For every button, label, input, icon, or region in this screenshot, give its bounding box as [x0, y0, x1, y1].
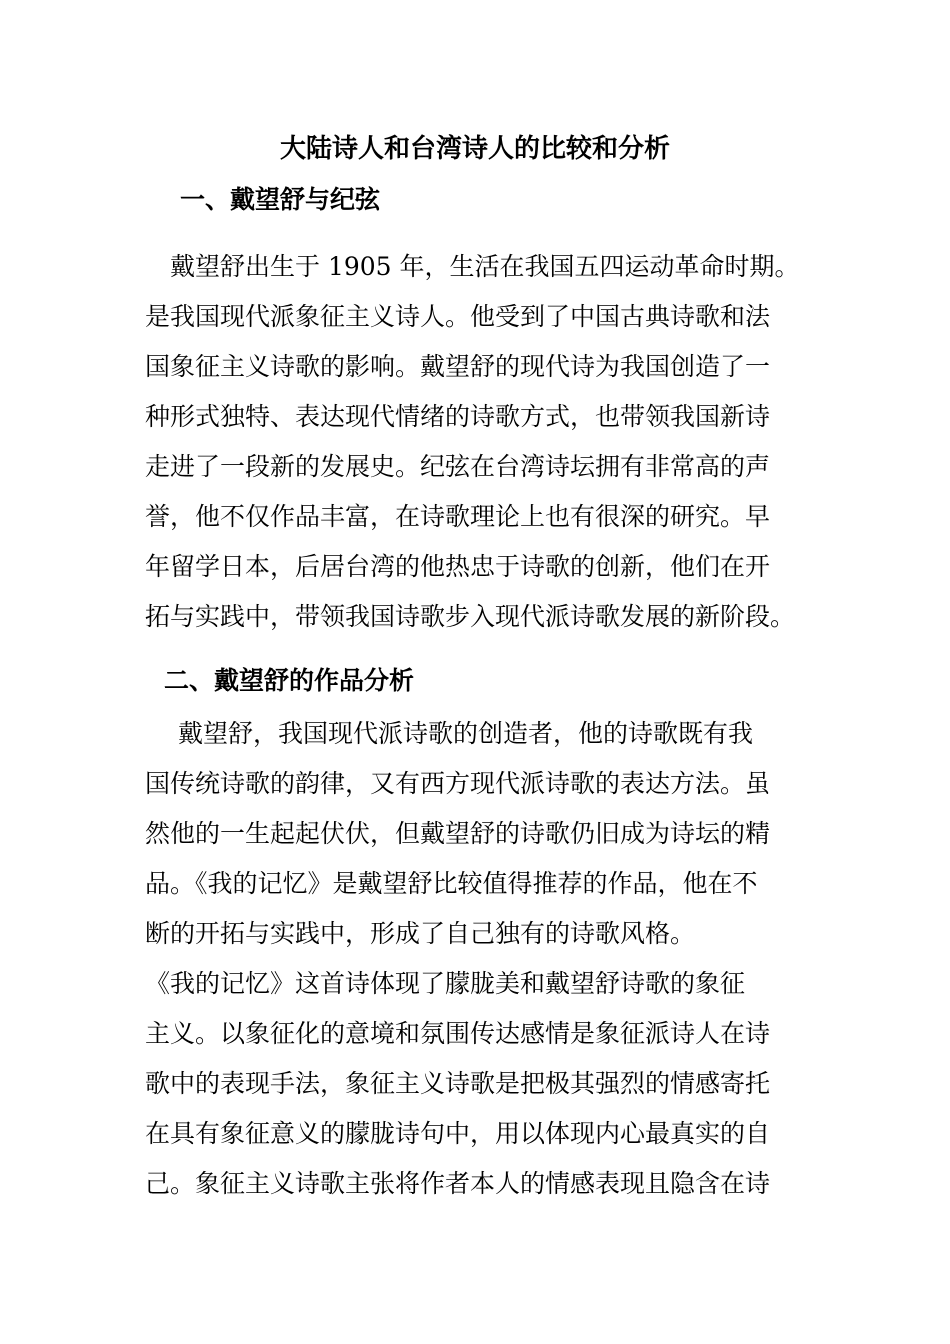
section-heading-1: 一、戴望舒与纪弦: [180, 185, 381, 214]
paragraph-line: 歌中的表现手法，象征主义诗歌是把极其强烈的情感寄托: [145, 1069, 771, 1098]
paragraph-line: 在具有象征意义的朦胧诗句中，用以体现内心最真实的自: [145, 1119, 771, 1148]
paragraph-line: 戴望舒出生于 1905 年，生活在我国五四运动革命时期。: [145, 252, 800, 281]
paragraph-line: 走进了一段新的发展史。纪弦在台湾诗坛拥有非常高的声: [145, 452, 771, 481]
paragraph-line: 然他的一生起起伏伏，但戴望舒的诗歌仍旧成为诗坛的精: [145, 819, 771, 848]
paragraph-2: [145, 709, 815, 959]
paragraph-line: 己。象征主义诗歌主张将作者本人的情感表现且隐含在诗: [145, 1169, 771, 1198]
paragraph-line: 年留学日本，后居台湾的他热忠于诗歌的创新，他们在开: [145, 552, 771, 581]
section-heading-2: 二、戴望舒的作品分析: [164, 666, 415, 695]
paragraph-line: 誉，他不仅作品丰富，在诗歌理论上也有很深的研究。早: [145, 502, 771, 531]
paragraph-line: 拓与实践中，带领我国诗歌步入现代派诗歌发展的新阶段。: [145, 602, 796, 631]
paragraph-line: 种形式独特、表达现代情绪的诗歌方式，也带领我国新诗: [145, 402, 771, 431]
paragraph-line: 戴望舒，我国现代派诗歌的创造者，他的诗歌既有我: [145, 719, 753, 748]
paragraph-line: 《我的记忆》这首诗体现了朦胧美和戴望舒诗歌的象征: [145, 969, 746, 998]
document-title: 大陆诗人和台湾诗人的比较和分析: [279, 134, 670, 164]
paragraph-line: 国象征主义诗歌的影响。戴望舒的现代诗为我国创造了一: [145, 352, 771, 381]
paragraph-line: 是我国现代派象征主义诗人。他受到了中国古典诗歌和法: [145, 302, 771, 331]
paragraph-1: [145, 242, 815, 642]
paragraph-line: 国传统诗歌的韵律，又有西方现代派诗歌的表达方法。虽: [145, 769, 771, 798]
paragraph-line: 主义。以象征化的意境和氛围传达感情是象征派诗人在诗: [145, 1019, 771, 1048]
paragraph-line: 品。《我的记忆》是戴望舒比较值得推荐的作品，他在不: [145, 869, 758, 898]
paragraph-3: [145, 959, 815, 1209]
paragraph-line: 断的开拓与实践中，形成了自己独有的诗歌风格。: [145, 919, 696, 948]
